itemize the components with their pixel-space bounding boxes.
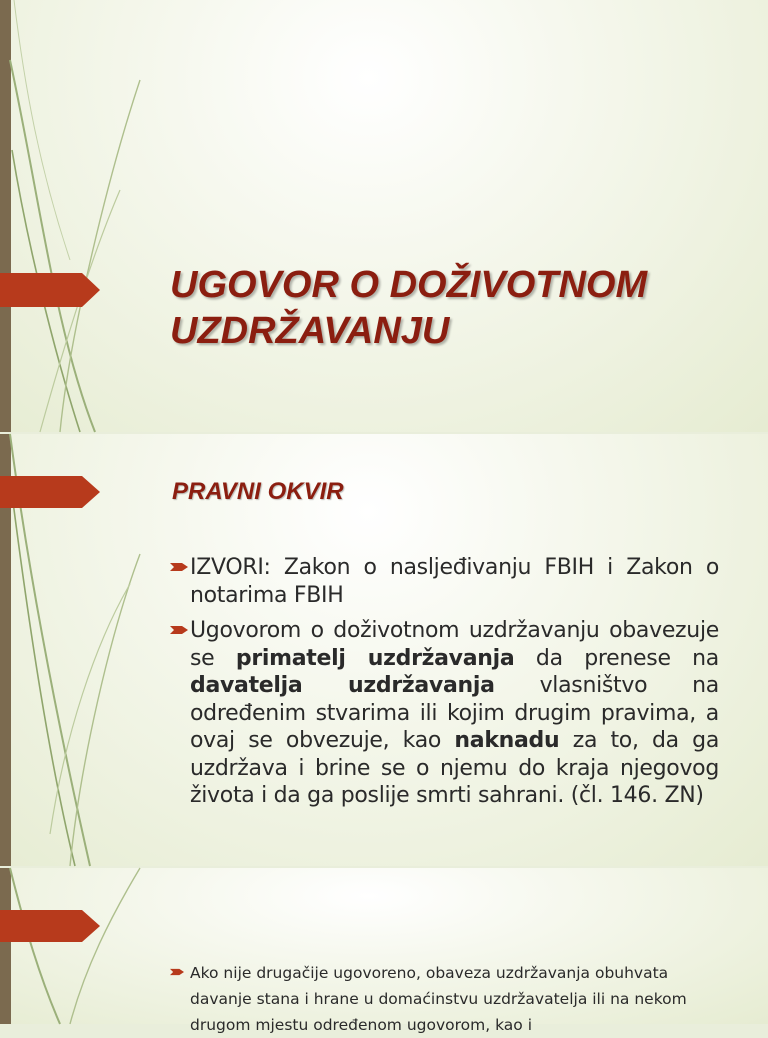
- list-item: [170, 617, 719, 810]
- bullet-text: za to, da ga uzdržava i brine se o njemu do kraja njegovog života i da ga poslije smrti sahrani. (čl. 146. ZN): [190, 728, 719, 808]
- bold-term: primatelj uzdržavanja: [235, 645, 515, 671]
- accent-arrow: [0, 273, 100, 307]
- bullet-list: [170, 554, 719, 818]
- decorative-curves: [0, 0, 140, 432]
- slide-title: [170, 262, 647, 354]
- bold-term: naknadu: [454, 728, 560, 753]
- arrow-bullet-icon: [170, 562, 188, 572]
- title-slide: [0, 0, 768, 432]
- decorative-curves: [0, 868, 140, 1024]
- title-line-1: UGOVOR O DOŽIVOTNOM: [170, 264, 648, 306]
- bullet-text: Ako nije drugačije ugovoreno, obaveza uzdržavanja obuhvata davanje stana i hrane u domaćinstvu uzdržavatelja ili na nekom drugom mjestu određenom ugovorom, kao i: [190, 964, 687, 1034]
- bullet-text: vlasništvo na određenim stvarima ili kojim drugim pravima, a ovaj se obvezuje, kao: [190, 673, 719, 753]
- accent-arrow: [0, 910, 100, 942]
- bullet-text: IZVORI: Zakon o nasljeđivanju FBIH i Zakon o notarima FBIH: [190, 555, 719, 608]
- list-item: [170, 554, 719, 609]
- content-slide-partial: [0, 868, 768, 1034]
- bullet-text: da prenese na: [514, 645, 719, 671]
- list-item: [170, 960, 730, 1038]
- accent-arrow: [0, 476, 100, 508]
- section-heading: PRAVNI OKVIR: [172, 478, 344, 505]
- title-line-2: UZDRŽAVANJU: [170, 310, 450, 352]
- bold-term: davatelja uzdržavanja: [190, 673, 495, 698]
- content-slide: [0, 434, 768, 866]
- bullet-list: [170, 960, 730, 1038]
- arrow-bullet-icon: [170, 625, 188, 635]
- bullet-text: Ugovorom o doživotnom uzdržavanju obavezuje se: [190, 618, 719, 671]
- arrow-bullet-icon: [170, 968, 184, 976]
